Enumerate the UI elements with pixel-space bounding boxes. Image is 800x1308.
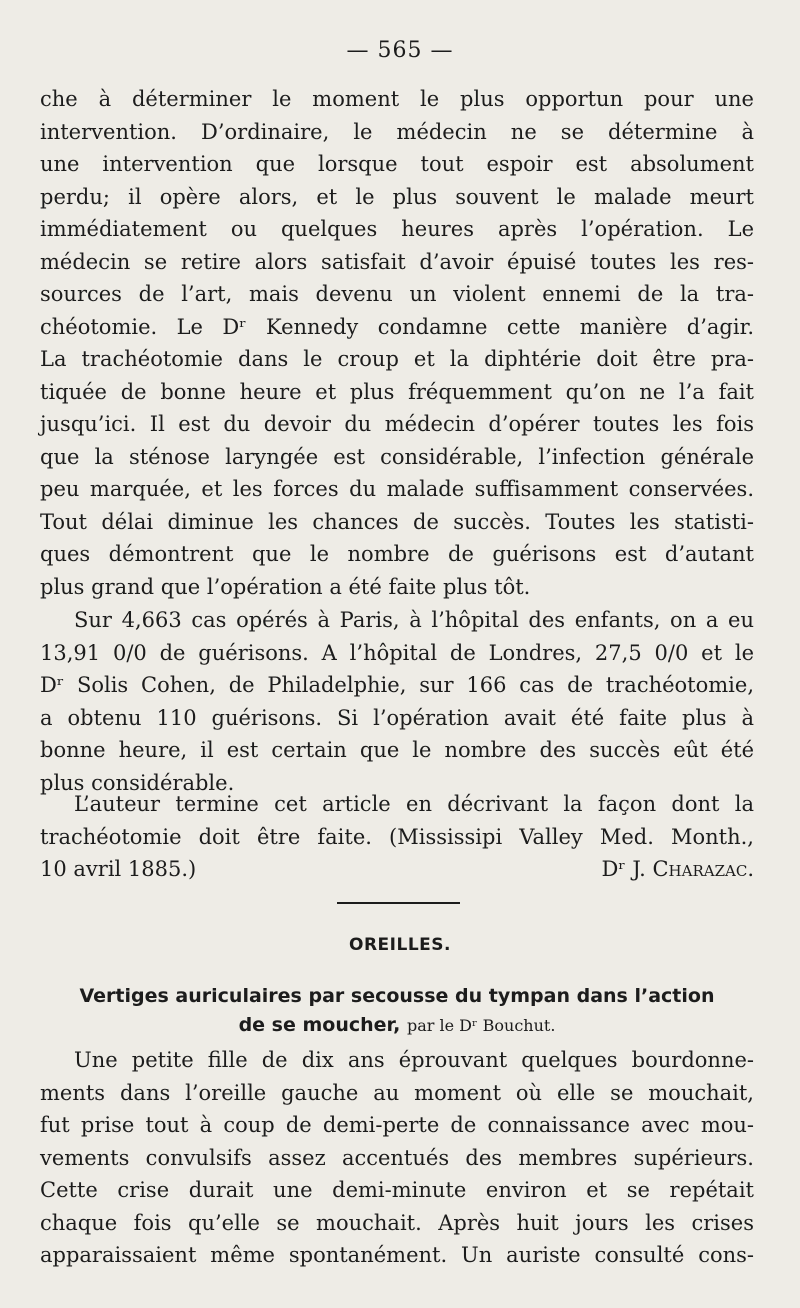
- paragraph-statistics: [40, 604, 754, 799]
- text-line: ques démontrent que le nombre de guérisons est d’autant: [40, 542, 754, 566]
- text-line: immédiatement ou quelques heures après l’opération. Le: [40, 217, 754, 241]
- paragraph-tracheotomy: [40, 83, 754, 603]
- text-line: intervention. D’ordinaire, le médecin ne se détermine à: [40, 119, 754, 144]
- paragraph-conclusion: [40, 788, 754, 886]
- signature-line: [40, 853, 754, 886]
- text-line: apparaissaient même spontanément. Un auriste consulté cons-: [40, 1243, 754, 1267]
- text-line: trachéotomie doit être faite. (Mississipi Valley Med. Month.,: [40, 824, 754, 849]
- text-line: plus grand que l’opération a été faite plus tôt.: [40, 574, 531, 599]
- text-line: Tout délai diminue les chances de succès. Toutes les statisti-: [40, 509, 754, 534]
- text-line: Cette crise durait une demi-minute environ et se repétait: [40, 1178, 754, 1202]
- text-line: plus considérable.: [40, 770, 235, 795]
- text-line: Une petite fille de dix ans éprouvant quelques bourdonne-: [74, 1048, 754, 1072]
- section-title: OREILLES.: [349, 935, 451, 955]
- article-title-line: [40, 1011, 754, 1040]
- text-line: bonne heure, il est certain que le nombre des succès eût été: [40, 738, 754, 762]
- text-line: La trachéotomie dans le croup et la diphtérie doit être pra-: [40, 347, 754, 371]
- paragraph-case-report: [40, 1044, 754, 1272]
- section-divider: [337, 902, 460, 904]
- text-line: sources de l’art, mais devenu un violent ennemi de la tra-: [40, 282, 754, 306]
- text-line: ments dans l’oreille gauche au moment où elle se mouchait,: [40, 1080, 754, 1105]
- text-line: vements convulsifs assez accentués des membres supérieurs.: [40, 1145, 754, 1170]
- article-byline: par le Dʳ Bouchut.: [406, 1016, 556, 1035]
- article-title-end: de se moucher,: [238, 1014, 401, 1036]
- article-title-line: Vertiges auriculaires par secousse du tympan dans l’action: [79, 985, 715, 1007]
- text-line: a obtenu 110 guérisons. Si l’opération avait été faite plus à: [40, 705, 754, 730]
- text-line: L’auteur termine cet article en décrivant la façon dont la: [74, 792, 754, 816]
- text-line: tiquée de bonne heure et plus fréquemment qu’on ne l’a fait: [40, 379, 754, 404]
- text-line: Sur 4,663 cas opérés à Paris, à l’hôpital des enfants, on a eu: [74, 608, 754, 632]
- source-date: 10 avril 1885.): [40, 857, 197, 881]
- page-number: — 565 —: [346, 38, 454, 63]
- article-title: [40, 982, 754, 1040]
- text-line: médecin se retire alors satisfait d’avoir épuisé toutes les res-: [40, 249, 754, 274]
- author-signature: Dʳ J. Charazac.: [601, 857, 754, 881]
- text-line: que la sténose laryngée est considérable, l’infection générale: [40, 444, 754, 469]
- text-line: 13,91 0/0 de guérisons. A l’hôpital de Londres, 27,5 0/0 et le: [40, 640, 754, 665]
- text-line: Dʳ Solis Cohen, de Philadelphie, sur 166 cas de trachéotomie,: [40, 673, 754, 697]
- text-line: chaque fois qu’elle se mouchait. Après huit jours les crises: [40, 1210, 754, 1235]
- text-line: peu marquée, et les forces du malade suffisamment conservées.: [40, 477, 754, 501]
- text-line: chéotomie. Le Dʳ Kennedy condamne cette manière d’agir.: [40, 314, 754, 339]
- text-line: perdu; il opère alors, et le plus souvent le malade meurt: [40, 184, 754, 209]
- text-line: fut prise tout à coup de demi-perte de connaissance avec mou-: [40, 1113, 754, 1137]
- text-line: une intervention que lorsque tout espoir est absolument: [40, 152, 754, 176]
- text-line: che à déterminer le moment le plus opportun pour une: [40, 87, 754, 111]
- text-line: jusqu’ici. Il est du devoir du médecin d’opérer toutes les fois: [40, 412, 754, 436]
